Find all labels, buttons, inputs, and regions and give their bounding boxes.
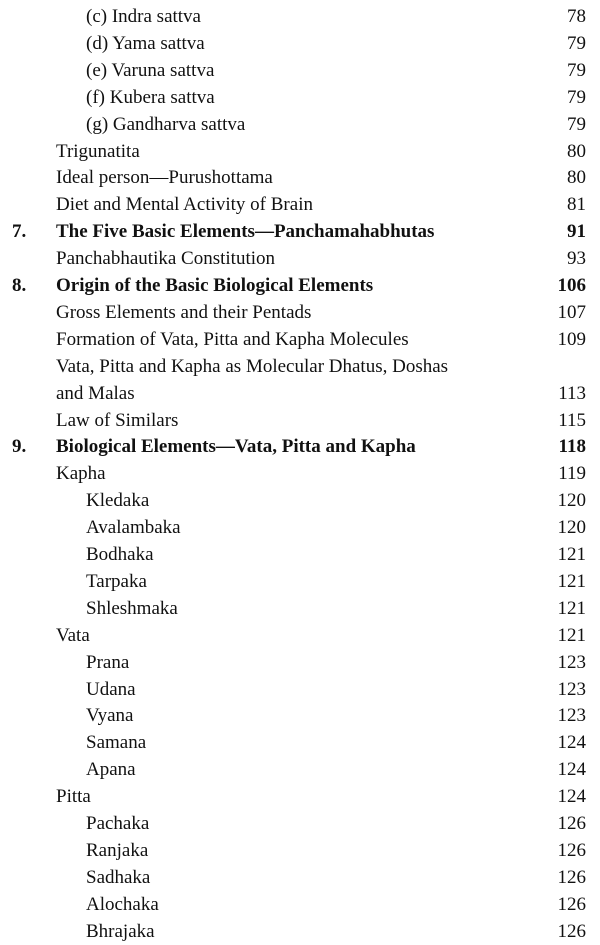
toc-entry — [0, 300, 600, 326]
page-number: 80 — [567, 167, 586, 189]
page-number: 126 — [557, 866, 586, 888]
entry-title: Pitta — [56, 786, 91, 808]
chapter-number: 7. — [12, 221, 27, 243]
chapter-number: 9. — [12, 436, 27, 458]
entry-title: Vyana — [86, 705, 134, 727]
entry-title: and Malas — [56, 382, 135, 404]
toc-entry — [0, 408, 600, 434]
page-number: 120 — [557, 490, 586, 512]
page-number: 121 — [557, 570, 586, 592]
page-number: 79 — [567, 59, 586, 81]
toc-entry — [0, 784, 600, 810]
page-number: 121 — [557, 624, 586, 646]
page-number: 126 — [557, 893, 586, 915]
entry-title: Trigunatita — [56, 140, 140, 162]
page-number: 126 — [557, 813, 586, 834]
entry-title: (e) Varuna sattva — [86, 59, 215, 81]
toc-entry — [0, 650, 600, 676]
entry-title: Ranjaka — [86, 839, 149, 861]
page-number: 121 — [557, 597, 586, 619]
toc-entry — [0, 623, 600, 649]
entry-title: Prana — [86, 651, 130, 673]
page-number: 126 — [557, 920, 586, 942]
toc-entry — [0, 85, 600, 111]
page-number: 106 — [557, 275, 586, 296]
chapter-entry — [0, 273, 600, 299]
page-number: 107 — [557, 301, 586, 323]
page-number: 123 — [557, 678, 586, 700]
entry-title: Apana — [86, 759, 136, 781]
entry-title: (d) Yama sattva — [86, 32, 205, 54]
page-number: 109 — [557, 328, 586, 350]
toc-entry — [0, 31, 600, 57]
page-number: 79 — [567, 113, 586, 135]
page-number: 91 — [567, 221, 586, 243]
page-number: 93 — [567, 248, 586, 270]
entry-title: Ideal person—Purushottama — [56, 167, 273, 189]
entry-title: Kledaka — [86, 490, 150, 512]
page-number: 80 — [567, 140, 586, 162]
toc-entry — [0, 139, 600, 165]
toc-entry — [0, 192, 600, 218]
toc-entry — [0, 811, 600, 837]
chapter-number: 8. — [12, 275, 27, 296]
page-number: 78 — [567, 6, 586, 27]
page-number: 79 — [567, 32, 586, 54]
toc-entry — [0, 112, 600, 138]
entry-title: Avalambaka — [86, 517, 181, 539]
page-number: 115 — [558, 409, 586, 431]
toc-entry — [0, 515, 600, 541]
toc-entry — [0, 569, 600, 595]
page-number: 79 — [567, 86, 586, 108]
entry-title: The Five Basic Elements—Panchamahabhutas — [56, 221, 435, 243]
page-number: 81 — [567, 194, 586, 216]
entry-title: (f) Kubera sattva — [86, 86, 215, 108]
page-number: 119 — [558, 463, 586, 485]
entry-title: Alochaka — [86, 893, 159, 915]
toc-entry — [0, 354, 600, 380]
entry-title: Kapha — [56, 463, 106, 485]
toc-entry — [0, 327, 600, 353]
entry-title: (g) Gandharva sattva — [86, 113, 246, 135]
entry-title: Samana — [86, 732, 147, 754]
page-number: 118 — [558, 436, 586, 458]
entry-title: Tarpaka — [86, 570, 147, 592]
entry-title: Formation of Vata, Pitta and Kapha Molecules — [56, 328, 409, 350]
toc-entry — [0, 246, 600, 272]
entry-title: Gross Elements and their Pentads — [56, 301, 312, 323]
toc-entry — [0, 596, 600, 622]
entry-title: Vata — [56, 624, 90, 646]
toc-entry — [0, 58, 600, 84]
entry-title: (c) Indra sattva — [86, 6, 201, 27]
toc-entry — [0, 703, 600, 729]
entry-title: Sadhaka — [86, 866, 151, 888]
page-number: 120 — [557, 517, 586, 539]
entry-title: Law of Similars — [56, 409, 179, 431]
page-number: 121 — [557, 544, 586, 565]
toc-entry — [0, 838, 600, 864]
entry-title: Diet and Mental Activity of Brain — [56, 194, 313, 216]
toc-entry — [0, 488, 600, 514]
entry-title: Panchabhautika Constitution — [56, 248, 276, 270]
page-number: 123 — [557, 705, 586, 727]
toc-entry — [0, 381, 600, 407]
toc-entry — [0, 542, 600, 568]
entry-title: Bhrajaka — [86, 920, 155, 942]
page-number: 113 — [558, 382, 586, 404]
entry-title: Shleshmaka — [86, 597, 178, 619]
toc-entry — [0, 757, 600, 783]
page-number: 123 — [557, 651, 586, 673]
toc-entry — [0, 461, 600, 487]
page-number: 124 — [557, 759, 586, 781]
entry-title: Bodhaka — [86, 544, 154, 565]
entry-title: Udana — [86, 678, 136, 700]
entry-title: Origin of the Basic Biological Elements — [56, 275, 374, 296]
page-number: 126 — [557, 839, 586, 861]
entry-title: Biological Elements—Vata, Pitta and Kapha — [56, 436, 416, 458]
toc-entry — [0, 730, 600, 756]
chapter-entry — [0, 434, 600, 460]
toc-entry — [0, 865, 600, 891]
page-number: 124 — [557, 732, 586, 754]
page-number: 124 — [557, 786, 586, 808]
toc-entry — [0, 4, 600, 30]
chapter-entry — [0, 219, 600, 245]
toc-entry — [0, 892, 600, 918]
toc-entry — [0, 165, 600, 191]
entry-title: Vata, Pitta and Kapha as Molecular Dhatus, Doshas — [56, 355, 449, 377]
entry-title: Pachaka — [86, 813, 150, 834]
toc-entry — [0, 677, 600, 703]
